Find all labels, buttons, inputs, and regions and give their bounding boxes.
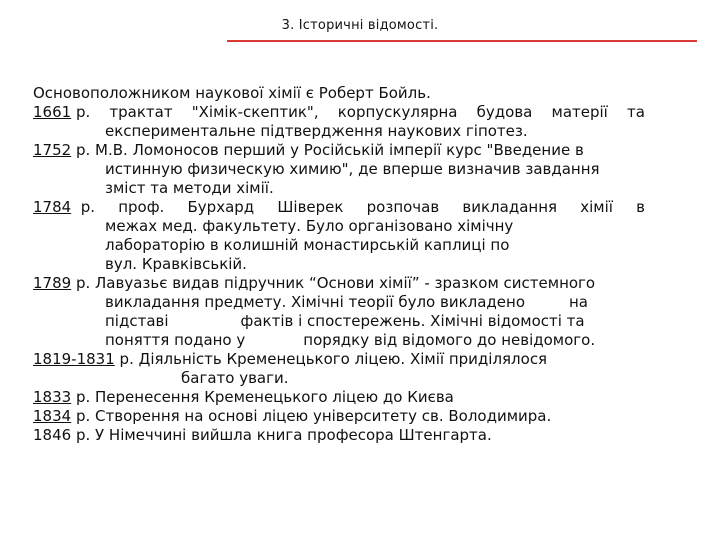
entry-1752-line-3: зміст та методи хімії. bbox=[105, 179, 274, 197]
entry-1789-line-4: поняття подано у порядку від відомого до невідомого. bbox=[105, 331, 596, 349]
year-1752: 1752 bbox=[33, 141, 72, 159]
entry-1784-line-2: межах мед. факультету. Було організовано хімічну bbox=[105, 217, 514, 235]
slide-title: 3. Історичні відомості. bbox=[281, 18, 439, 33]
entry-1752-line-2: истинную физическую химию", де вперше визначив завдання bbox=[105, 160, 600, 178]
entry-1661-line-1: 1661 р. трактат "Хімік-скептик", корпускулярна будова матерії та bbox=[33, 103, 645, 121]
entry-1789-line-1: 1789 р. Лавуазьє видав підручник “Основи хімії” - зразком системного bbox=[33, 274, 596, 292]
year-1789: 1789 bbox=[33, 274, 72, 292]
year-1819-1831: 1819-1831 bbox=[33, 350, 115, 368]
title-underline bbox=[227, 40, 697, 42]
history-text bbox=[33, 84, 645, 445]
entry-1819-line-2: багато уваги. bbox=[181, 369, 289, 387]
intro-line: Основоположником наукової хімії є Роберт Бойль. bbox=[33, 84, 431, 102]
entry-1789-line-2: викладання предмету. Хімічні теорії було викладено на bbox=[105, 293, 588, 311]
entry-1789-line-3: підставі фактів і спостережень. Хімічні відомості та bbox=[105, 312, 585, 330]
year-1661: 1661 bbox=[33, 103, 72, 121]
entry-1846-line: 1846 р. У Німеччині вийшла книга професора Штенгарта. bbox=[33, 426, 492, 444]
year-1833: 1833 bbox=[33, 388, 72, 406]
entry-1784-line-1: 1784 р. проф. Бурхард Шіверек розпочав викладання хімії в bbox=[33, 198, 645, 216]
entry-1833-line: 1833 р. Перенесення Кременецького ліцею до Києва bbox=[33, 388, 454, 406]
entry-1834-line: 1834 р. Створення на основі ліцею університету св. Володимира. bbox=[33, 407, 552, 425]
entry-1784-line-3: лабораторію в колишній монастирській каплиці по bbox=[105, 236, 510, 254]
entry-1819-line-1: 1819-1831 р. Діяльність Кременецького ліцею. Хімії приділялося bbox=[33, 350, 548, 368]
entry-1752-line-1: 1752 р. М.В. Ломоносов перший у Російській імперії курс "Введение в bbox=[33, 141, 584, 159]
year-1784: 1784 bbox=[33, 198, 72, 216]
entry-1784-line-4: вул. Кравківській. bbox=[105, 255, 247, 273]
year-1834: 1834 bbox=[33, 407, 72, 425]
entry-1661-line-2: експериментальне підтвердження наукових гіпотез. bbox=[105, 122, 528, 140]
